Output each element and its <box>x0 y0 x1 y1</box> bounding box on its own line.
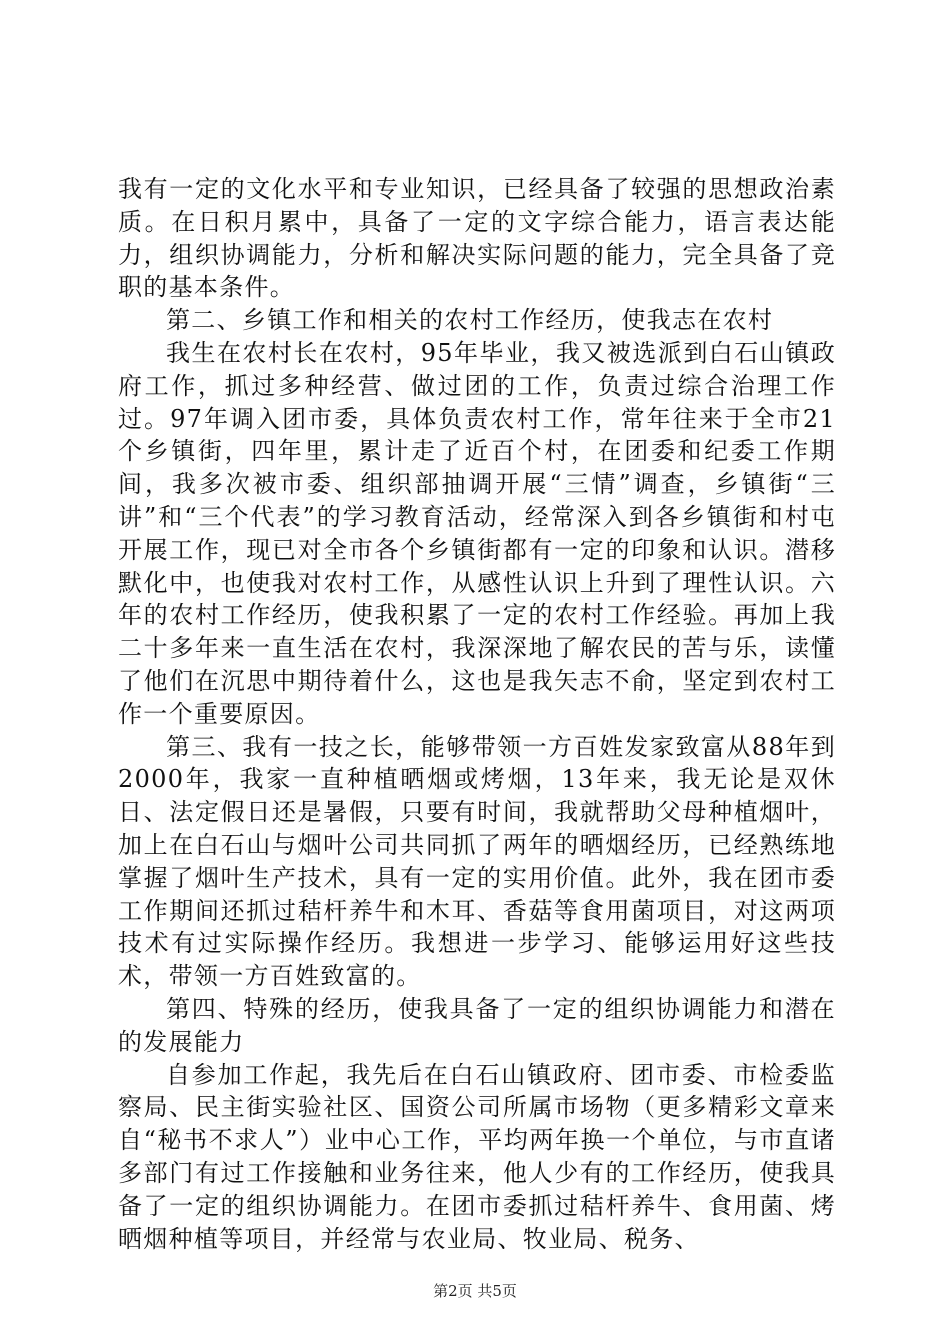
page-number-footer: 第2页 共5页 <box>433 1282 517 1300</box>
heading-section-2: 第二、乡镇工作和相关的农村工作经历，使我志在农村 <box>166 306 774 335</box>
paragraph-work-history: 自参加工作起，我先后在白石山镇政府、团市委、市检委监察局、民主街实验社区、国资公司所属市场物（更多精彩文章来自“秘书不求人”）业中心工作，平均两年换一个单位，与市直诸多部门有过工作接触和业务往来，他人少有的工作经历，使我具备了一定的组织协调能力。在团市委抓过秸杆养牛、食用菌、烤晒烟种植等项目，并经常与农业局、牧业局、税务、 <box>118 1060 836 1253</box>
paragraph-1: 我有一定的文化水平和专业知识，已经具备了较强的思想政治素质。在日积月累中，具备了一定的文字综合能力，语言表达能力，组织协调能力，分析和解决实际问题的能力，完全具备了竞职的基本条件。 <box>118 175 836 302</box>
document-body <box>118 173 836 1255</box>
paragraph-rural-experience: 我生在农村长在农村，95年毕业，我又被选派到白石山镇政府工作，抓过多种经营、做过团的工作，负责过综合治理工作过。97年调入团市委，具体负责农村工作，常年往来于全市21个乡镇街，四年里，累计走了近百个村，在团委和纪委工作期间，我多次被市委、组织部抽调开展“三情”调查，乡镇街“三讲”和“三个代表”的学习教育活动，经常深入到各乡镇街和村屯开展工作，现已对全市各个乡镇街都有一定的印象和认识。潜移默化中，也使我对农村工作，从感性认识上升到了理性认识。六年的农村工作经历，使我积累了一定的农村工作经验。再加上我二十多年来一直生活在农村，我深深地了解农民的苦与乐，读懂了他们在沉思中期待着什么，这也是我矢志不俞，坚定到农村工作一个重要原因。 <box>118 338 836 728</box>
paragraph-section-3-skills: 第三、我有一技之长，能够带领一方百姓发家致富从88年到2000年，我家一直种植晒烟或烤烟，13年来，我无论是双休日、法定假日还是暑假，只要有时间，我就帮助父母种植烟叶，加上在白石山与烟叶公司共同抓了两年的晒烟经历，已经熟练地掌握了烟叶生产技术，具有一定的实用价值。此外，我在团市委工作期间还抓过秸杆养牛和木耳、香菇等食用菌项目，对这两项技术有过实际操作经历。我想进一步学习、能够运用好这些技术，带领一方百姓致富的。 <box>118 732 836 991</box>
heading-section-4: 第四、特殊的经历，使我具备了一定的组织协调能力和潜在的发展能力 <box>118 994 836 1056</box>
